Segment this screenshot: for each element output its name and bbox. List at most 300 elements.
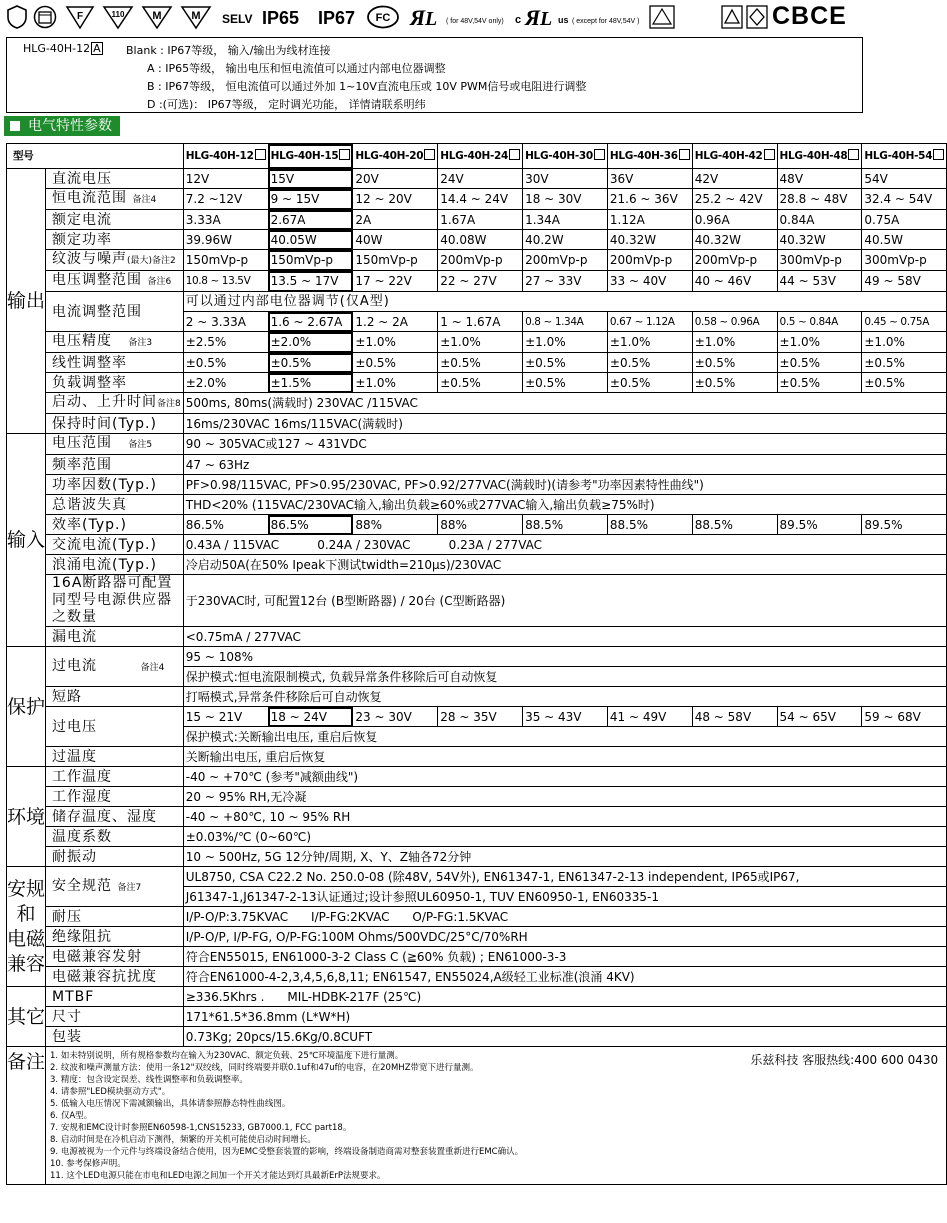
square-bullet-icon <box>10 121 20 131</box>
cell: 48V <box>777 169 862 189</box>
group-safety-line: 兼容 <box>7 952 46 975</box>
cell: 15 ~ 21V <box>183 707 268 727</box>
model-name-54: HLG-40H-54 <box>864 150 933 162</box>
cul-us: us <box>558 15 569 25</box>
note-item: 8. 启动时间是在冷机启动下测得，频繁的开关机可能使启动时间增长。 <box>50 1135 316 1145</box>
cell: 0.96A <box>692 210 777 230</box>
cell: ±0.5% <box>607 353 692 373</box>
rated-current-row <box>7 210 947 230</box>
checkbox-icon <box>764 149 775 160</box>
cell: ±1.0% <box>438 332 523 353</box>
input-voltage-label-text: 电压范围 <box>52 435 113 451</box>
hold-up-value: 16ms/230VAC 16ms/115VAC(满载时) <box>183 414 946 434</box>
model-col-20 <box>353 144 438 169</box>
storage-row <box>7 807 947 827</box>
dc-voltage-row <box>7 169 947 189</box>
voltage-adj-label-text: 电压调整范围 <box>52 272 143 288</box>
cell: 89.5% <box>777 515 862 535</box>
cell: ±0.5% <box>523 353 608 373</box>
cell: 20V <box>353 169 438 189</box>
inrush-row <box>7 555 947 575</box>
current-adj-desc: 可以通过内部电位器调节(仅A型) <box>183 292 946 312</box>
shield-icon <box>6 5 28 29</box>
cbce-label: CBCE <box>772 2 847 30</box>
cell: 0.45 ~ 0.75A <box>862 312 947 332</box>
f-mark-icon <box>66 5 94 29</box>
cell: ±1.0% <box>607 332 692 353</box>
vibration-label: 耐振动 <box>46 847 184 867</box>
leakage-row <box>7 627 947 647</box>
cell: ±1.0% <box>353 373 438 393</box>
notes-row <box>7 1047 947 1185</box>
load-reg-label: 负载调整率 <box>46 373 184 393</box>
over-temp-row <box>7 747 947 767</box>
safety-standards-value-1: UL8750, CSA C22.2 No. 250.0-08 (除48V, 54V外), EN61347-1, EN61347-2-13 independent, IP65或IP67, <box>183 867 946 887</box>
cell: 1.34A <box>523 210 608 230</box>
model-col-54 <box>862 144 947 169</box>
cell: 300mVp-p <box>862 250 947 271</box>
note-item: 3. 精度：包含设定误差、线性调整率和负载调整率。 <box>50 1075 248 1085</box>
model-col-48 <box>777 144 862 169</box>
checkbox-icon <box>255 149 266 160</box>
ip65-label: IP65 <box>262 8 300 28</box>
group-protection: 保护 <box>7 647 46 767</box>
cell: 0.5 ~ 0.84A <box>777 312 862 332</box>
checkbox-icon <box>509 149 520 160</box>
model-header-row <box>7 144 947 169</box>
note-ref: 备注2 <box>152 256 176 266</box>
working-temp-row <box>7 767 947 787</box>
cell: 32.4 ~ 54V <box>862 189 947 210</box>
ac-current-row <box>7 535 947 555</box>
cell: ±0.5% <box>353 353 438 373</box>
checkbox-icon <box>679 149 690 160</box>
cb-mark-icon <box>721 5 743 29</box>
cell: ±1.0% <box>692 332 777 353</box>
ul-note-2: ( except for 48V,54V ) <box>572 18 640 25</box>
selv-label: SELV <box>222 12 253 26</box>
cell: 150mVp-p <box>268 250 353 271</box>
cell: 1.12A <box>607 210 692 230</box>
cert-mark-110: 110 <box>111 10 125 19</box>
cell: ±2.0% <box>268 332 353 353</box>
dimension-value: 171*61.5*36.8mm (L*W*H) <box>183 1007 946 1027</box>
cell: 23 ~ 30V <box>353 707 438 727</box>
short-circuit-row <box>7 687 947 707</box>
cc-range-row <box>7 189 947 210</box>
model-name-20: HLG-40H-20 <box>355 150 424 162</box>
section-title-text: 电气特性参数 <box>28 118 112 134</box>
cell: ±0.5% <box>438 353 523 373</box>
emc-emission-row <box>7 947 947 967</box>
svg-text:Я: Я <box>525 5 541 30</box>
cell: 40.5W <box>862 230 947 250</box>
leakage-value: <0.75mA / 277VAC <box>183 627 946 647</box>
vibration-value: 10 ~ 500Hz, 5G 12分钟/周期, X、Y、Z轴各72分钟 <box>183 847 946 867</box>
cell: 88.5% <box>523 515 608 535</box>
cell: ±0.5% <box>523 373 608 393</box>
rated-power-row <box>7 230 947 250</box>
cell: 36V <box>607 169 692 189</box>
cert-mark-m1: M <box>152 10 162 22</box>
thd-row <box>7 495 947 515</box>
safety-standards-value-2: J61347-1,J61347-2-13认证通过;设计参照UL60950-1, TUV EN60950-1, EN60335-1 <box>183 887 946 907</box>
cell: 40.2W <box>523 230 608 250</box>
cell: ±0.5% <box>607 373 692 393</box>
cell: 89.5% <box>862 515 947 535</box>
model-name-24: HLG-40H-24 <box>440 150 509 162</box>
cell: 28.8 ~ 48V <box>777 189 862 210</box>
cell: 200mVp-p <box>438 250 523 271</box>
cell: 300mVp-p <box>777 250 862 271</box>
vibration-row <box>7 847 947 867</box>
mtbf-label: MTBF <box>46 987 184 1007</box>
cell: ±0.5% <box>777 353 862 373</box>
current-adj-label: 电流调整范围 <box>46 292 184 332</box>
mtbf-value: ≥336.5Khrs . MIL-HDBK-217F (25℃) <box>183 987 946 1007</box>
note-item: 5. 低输入电压情况下需减额输出，具体请参照静态特性曲线图。 <box>50 1099 291 1109</box>
group-safety-line: 电磁 <box>7 927 46 950</box>
model-suffix: A <box>93 42 101 55</box>
isolation-row <box>7 927 947 947</box>
variant-d: D :(可选)： IP67等级， 定时调光功能， 详情请联系明纬 <box>147 98 426 111</box>
short-circuit-value: 打嗝模式,异常条件移除后可自动恢复 <box>183 687 946 707</box>
variant-b: B : IP67等级， 恒电流值可以通过外加 1~10V直流电压或 10V PWM信号或电阻进行调整 <box>147 80 587 93</box>
enec-icon <box>649 5 675 29</box>
breaker-label: 16A断路器可配置同型号电源供应器之数量 <box>46 575 184 627</box>
cell: 86.5% <box>268 515 353 535</box>
pf-row <box>7 475 947 495</box>
cell: 200mVp-p <box>523 250 608 271</box>
safety-standards-label <box>46 867 184 907</box>
cell: ±1.0% <box>353 332 438 353</box>
ip67-label: IP67 <box>318 8 356 28</box>
cell: 12V <box>183 169 268 189</box>
cell: 40W <box>353 230 438 250</box>
cell: 15V <box>268 169 353 189</box>
line-reg-label: 线性调整率 <box>46 353 184 373</box>
over-current-value-2: 保护模式:恒电流限制模式, 负载异常条件移除后可自动恢复 <box>183 667 946 687</box>
group-environment: 环境 <box>7 767 46 867</box>
section-title <box>4 116 120 136</box>
note-item: 9. 电源被视为一个元件与终端设备结合使用，因为EMC受整套装置的影响，终端设备制造商需对整套装置重新进行EMC确认。 <box>50 1147 524 1157</box>
note-ref: 备注6 <box>147 277 172 287</box>
thd-value: THD<20% (115VAC/230VAC输入,输出负载≥60%或277VAC输入,输出负载≥75%时) <box>183 495 946 515</box>
note-ref: 备注7 <box>117 882 142 893</box>
cell: 0.75A <box>862 210 947 230</box>
cert-mark-f: F <box>76 11 84 22</box>
freq-range-row <box>7 455 947 475</box>
over-voltage-mode: 保护模式:关断输出电压, 重启后恢复 <box>183 727 946 747</box>
cell: ±0.5% <box>777 373 862 393</box>
cell: ±0.5% <box>692 373 777 393</box>
group-safety-line: 和 <box>16 902 36 925</box>
ac-current-label: 交流电流(Typ.) <box>46 535 184 555</box>
line-reg-row <box>7 353 947 373</box>
voltage-tol-label <box>46 332 184 353</box>
cell: 0.84A <box>777 210 862 230</box>
cell: 48 ~ 58V <box>692 707 777 727</box>
efficiency-row <box>7 515 947 535</box>
cell: 1.2 ~ 2A <box>353 312 438 332</box>
ul-note-1: ( for 48V,54V only) <box>446 18 504 25</box>
isolation-label: 绝缘阻抗 <box>46 927 184 947</box>
efficiency-label: 效率(Typ.) <box>46 515 184 535</box>
cell: 35 ~ 43V <box>523 707 608 727</box>
cul-logo-icon <box>523 5 561 31</box>
isolation-value: I/P-O/P, I/P-FG, O/P-FG:100M Ohms/500VDC/25°C/70%RH <box>183 927 946 947</box>
cell: 12 ~ 20V <box>353 189 438 210</box>
cell: 17 ~ 22V <box>353 271 438 292</box>
cell: 40.05W <box>268 230 353 250</box>
over-current-label-text: 过电流 <box>52 657 98 674</box>
cell: ±0.5% <box>183 353 268 373</box>
setup-rise-label-text: 启动、上升时间 <box>52 394 158 410</box>
cell: 150mVp-p <box>353 250 438 271</box>
service-hotline: 乐兹科技 客服热线:400 600 0430 <box>750 1053 939 1067</box>
checkbox-icon <box>848 149 859 160</box>
model-col-42 <box>692 144 777 169</box>
voltage-tol-label-text: 电压精度 <box>52 333 113 349</box>
ripple-label-text: 纹波与噪声 <box>52 251 128 267</box>
model-col-30 <box>523 144 608 169</box>
cell: 2 ~ 3.33A <box>183 312 268 332</box>
over-temp-label: 过温度 <box>46 747 184 767</box>
cell: ±2.0% <box>183 373 268 393</box>
dc-voltage-label: 直流电压 <box>46 169 184 189</box>
variant-blank: Blank : IP67等级， 输入/输出为线材连接 <box>126 44 331 57</box>
setup-rise-label <box>46 393 184 414</box>
cell: ±1.5% <box>268 373 353 393</box>
cell: 40 ~ 46V <box>692 271 777 292</box>
model-name <box>23 42 103 55</box>
cell: ±0.5% <box>692 353 777 373</box>
model-col-24 <box>438 144 523 169</box>
note-item: 6. 仅A型。 <box>50 1111 93 1121</box>
note-item: 1. 如未特别说明，所有规格参数均在输入为230VAC、额定负载、25℃环境温度下进行量测。 <box>50 1051 404 1061</box>
note-ref: 备注8 <box>157 399 181 409</box>
setup-rise-value: 500ms, 80ms(满载时) 230VAC /115VAC <box>183 393 946 414</box>
cell: 1.6 ~ 2.67A <box>268 312 353 332</box>
input-voltage-label <box>46 434 184 455</box>
cell: 54V <box>862 169 947 189</box>
cell: 54 ~ 65V <box>777 707 862 727</box>
svg-text:L: L <box>540 8 553 30</box>
withstand-value: I/P-O/P:3.75KVAC I/P-FG:2KVAC O/P-FG:1.5KVAC <box>183 907 946 927</box>
cell: ±0.5% <box>862 373 947 393</box>
cell: 59 ~ 68V <box>862 707 947 727</box>
packing-label: 包装 <box>46 1027 184 1047</box>
cell: 88% <box>438 515 523 535</box>
checkbox-icon <box>424 149 435 160</box>
emc-immunity-label: 电磁兼容抗扰度 <box>46 967 184 987</box>
temp-coeff-label: 温度系数 <box>46 827 184 847</box>
cell: 41 ~ 49V <box>607 707 692 727</box>
voltage-adj-row <box>7 271 947 292</box>
cc-range-label-text: 恒电流范围 <box>52 190 128 206</box>
cell: ±0.5% <box>268 353 353 373</box>
cell: 13.5 ~ 17V <box>268 271 353 292</box>
load-reg-row <box>7 373 947 393</box>
model-name-48: HLG-40H-48 <box>779 150 848 162</box>
cell: 18 ~ 30V <box>523 189 608 210</box>
note-item: 10. 参考保修声明。 <box>50 1159 126 1169</box>
cell: 42V <box>692 169 777 189</box>
cell: 30V <box>523 169 608 189</box>
hold-up-label: 保持时间(Typ.) <box>46 414 184 434</box>
svg-text:L: L <box>425 8 438 30</box>
model-col-15 <box>268 144 353 169</box>
current-adj-desc-row <box>7 292 947 312</box>
note-item: 2. 纹波和噪声测量方法：使用一条12"双绞线，同时终端要并联0.1uf和47uf的电容，在20MHZ带宽下进行量测。 <box>50 1063 479 1073</box>
cell: ±1.0% <box>862 332 947 353</box>
group-notes: 备注 <box>7 1047 46 1185</box>
freq-range-label: 频率范围 <box>46 455 184 475</box>
cell: 88.5% <box>607 515 692 535</box>
storage-label: 储存温度、湿度 <box>46 807 184 827</box>
over-current-label <box>46 647 184 687</box>
emc-emission-value: 符合EN55015, EN61000-3-2 Class C (≧60% 负载) ; EN61000-3-3 <box>183 947 946 967</box>
cell: 40.32W <box>692 230 777 250</box>
cell: 86.5% <box>183 515 268 535</box>
over-current-row-1 <box>7 647 947 667</box>
checkbox-icon <box>933 149 944 160</box>
ripple-label-small: (最大) <box>127 256 153 266</box>
note-item: 11. 这个LED电源只能在市电和LED电源之间加一个开关才能达到灯具最新ErP法规要求。 <box>50 1171 386 1181</box>
cell: 10.8 ~ 13.5V <box>183 271 268 292</box>
model-name-12: HLG-40H-12 <box>185 150 254 162</box>
cell: ±1.0% <box>777 332 862 353</box>
cell: 3.33A <box>183 210 268 230</box>
cell: 44 ~ 53V <box>777 271 862 292</box>
breaker-value: 于230VAC时, 可配置12台 (B型断路器) / 20台 (C型断路器) <box>183 575 946 627</box>
over-voltage-label: 过电压 <box>46 707 184 747</box>
note-ref: 备注5 <box>128 440 153 450</box>
cell: 39.96W <box>183 230 268 250</box>
cell: 200mVp-p <box>607 250 692 271</box>
ac-current-value: 0.43A / 115VAC 0.24A / 230VAC 0.23A / 277VAC <box>183 535 946 555</box>
group-safety <box>7 867 46 987</box>
cell: 28 ~ 35V <box>438 707 523 727</box>
model-name-text: HLG-40H-12 <box>23 42 91 55</box>
group-output: 输出 <box>7 169 46 434</box>
model-name-15: HLG-40H-15 <box>270 150 339 162</box>
setup-rise-row <box>7 393 947 414</box>
inrush-label: 浪涌电流(Typ.) <box>46 555 184 575</box>
over-current-value-1: 95 ~ 108% <box>183 647 946 667</box>
checkbox-icon <box>594 149 605 160</box>
pf-value: PF>0.98/115VAC, PF>0.95/230VAC, PF>0.92/277VAC(满载时)(请参考"功率因素特性曲线") <box>183 475 946 495</box>
model-name-42: HLG-40H-42 <box>694 150 763 162</box>
model-col-36 <box>607 144 692 169</box>
group-input: 输入 <box>7 434 46 647</box>
packing-value: 0.73Kg; 20pcs/15.6Kg/0.8CUFT <box>183 1027 946 1047</box>
cell: 21.6 ~ 36V <box>607 189 692 210</box>
cell: 33 ~ 40V <box>607 271 692 292</box>
model-name-30: HLG-40H-30 <box>525 150 593 162</box>
model-label: 型号 <box>7 144 184 169</box>
m-mark-icon <box>142 5 172 29</box>
dimension-row <box>7 1007 947 1027</box>
note-ref: 备注4 <box>132 195 157 205</box>
cell: ±2.5% <box>183 332 268 353</box>
temp-coeff-row <box>7 827 947 847</box>
storage-value: -40 ~ +80℃, 10 ~ 95% RH <box>183 807 946 827</box>
note-item: 7. 安规和EMC设计时参照EN60598-1,CNS15233, GB7000.1, FCC part18。 <box>50 1123 352 1133</box>
input-voltage-value: 90 ~ 305VAC或127 ~ 431VDC <box>183 434 946 455</box>
short-circuit-label: 短路 <box>46 687 184 707</box>
group-safety-line: 安规 <box>7 877 46 900</box>
cc-range-label <box>46 189 184 210</box>
fcc-logo-icon <box>366 5 400 29</box>
dimension-label: 尺寸 <box>46 1007 184 1027</box>
withstand-label: 耐压 <box>46 907 184 927</box>
working-temp-label: 工作温度 <box>46 767 184 787</box>
ul-logo-icon <box>408 5 446 31</box>
cell: 14.4 ~ 24V <box>438 189 523 210</box>
voltage-adj-label <box>46 271 184 292</box>
cell: 88% <box>353 515 438 535</box>
certification-header <box>0 0 870 36</box>
cell: 200mVp-p <box>692 250 777 271</box>
cell: 18 ~ 24V <box>268 707 353 727</box>
spec-table <box>6 143 947 1185</box>
working-hum-value: 20 ~ 95% RH,无冷凝 <box>183 787 946 807</box>
leakage-label: 漏电流 <box>46 627 184 647</box>
enclosure-icon <box>33 5 57 29</box>
variant-a: A : IP65等级， 输出电压和恒电流值可以通过内部电位器调整 <box>147 62 446 75</box>
cell: 40.32W <box>607 230 692 250</box>
cell: 40.08W <box>438 230 523 250</box>
cul-c: c <box>515 14 522 26</box>
cell: 7.2 ~12V <box>183 189 268 210</box>
cell: 150mVp-p <box>183 250 268 271</box>
mtbf-row <box>7 987 947 1007</box>
cert-mark-m2: M <box>191 10 201 22</box>
pf-label: 功率因数(Typ.) <box>46 475 184 495</box>
cell: ±1.0% <box>523 332 608 353</box>
cell: ±0.5% <box>862 353 947 373</box>
rated-power-label: 额定功率 <box>46 230 184 250</box>
ripple-row <box>7 250 947 271</box>
input-voltage-row <box>7 434 947 455</box>
checkbox-icon <box>339 149 350 160</box>
cell: 25.2 ~ 42V <box>692 189 777 210</box>
cell: 0.58 ~ 0.96A <box>692 312 777 332</box>
emc-emission-label: 电磁兼容发射 <box>46 947 184 967</box>
cell: 0.8 ~ 1.34A <box>523 312 608 332</box>
thd-label: 总谐波失真 <box>46 495 184 515</box>
cell: ±0.5% <box>438 373 523 393</box>
cell: 49 ~ 58V <box>862 271 947 292</box>
freq-range-value: 47 ~ 63Hz <box>183 455 946 475</box>
temp-coeff-value: ±0.03%/℃ (0~60℃) <box>183 827 946 847</box>
working-temp-value: -40 ~ +70℃ (参考"减额曲线") <box>183 767 946 787</box>
emc-immunity-value: 符合EN61000-4-2,3,4,5,6,8,11; EN61547, EN55024,A级轻工业标准(浪涌 4KV) <box>183 967 946 987</box>
withstand-row <box>7 907 947 927</box>
cell: 2A <box>353 210 438 230</box>
svg-text:FC: FC <box>375 12 391 24</box>
svg-text:Я: Я <box>410 5 426 30</box>
cell: 0.67 ~ 1.12A <box>607 312 692 332</box>
working-hum-label: 工作湿度 <box>46 787 184 807</box>
cell: 27 ~ 33V <box>523 271 608 292</box>
voltage-tol-row <box>7 332 947 353</box>
ripple-label <box>46 250 184 271</box>
cell: 22 ~ 27V <box>438 271 523 292</box>
cell: 1 ~ 1.67A <box>438 312 523 332</box>
cell: 88.5% <box>692 515 777 535</box>
